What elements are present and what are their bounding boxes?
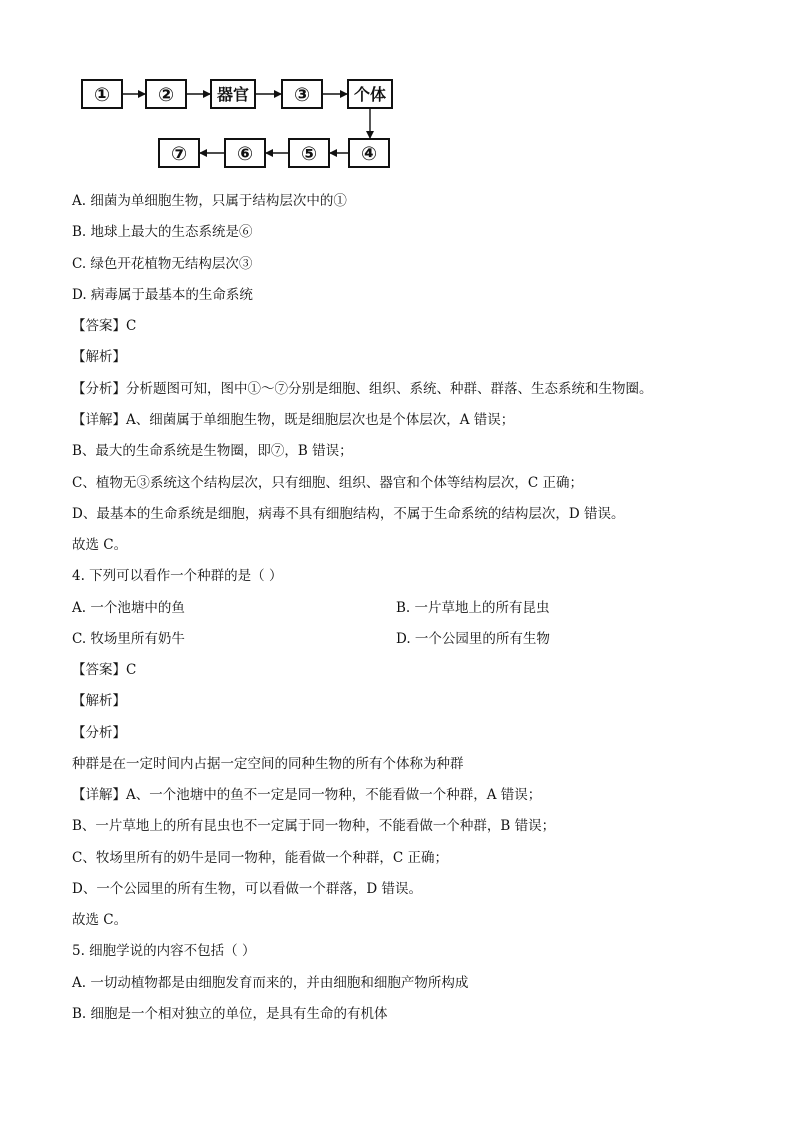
q3-detail-c: C、植物无③系统这个结构层次，只有细胞、组织、器官和个体等结构层次，C 正确；	[72, 475, 583, 491]
diagram-label: ⑦	[170, 143, 188, 165]
diagram-label: 器官	[216, 85, 250, 104]
q3-detail-b: B、最大的生命系统是生物圈，即⑦，B 错误；	[72, 443, 353, 459]
q4-analysis-label: 【分析】	[72, 725, 126, 741]
q3-option-a: A. 细菌为单细胞生物，只属于结构层次中的①	[72, 193, 347, 209]
q4-answer: 【答案】C	[72, 662, 137, 678]
diagram-label: ⑥	[236, 143, 254, 165]
diagram-label: ④	[360, 143, 378, 165]
q4-option-c: C. 牧场里所有奶牛	[72, 631, 185, 647]
q4-analysis-heading: 【解析】	[72, 693, 126, 709]
q5-option-a: A. 一切动植物都是由细胞发育而来的，并由细胞和细胞产物所构成	[72, 975, 469, 991]
q4-conclusion: 故选 C。	[72, 912, 128, 928]
q3-analysis: 【分析】分析题图可知，图中①～⑦分别是细胞、组织、系统、种群、群落、生态系统和生物圈。	[72, 381, 653, 397]
q5-stem: 5. 细胞学说的内容不包括（ ）	[72, 943, 256, 959]
diagram-label: ⑤	[300, 143, 318, 165]
q5-option-b: B. 细胞是一个相对独立的单位，是具有生命的有机体	[72, 1006, 388, 1022]
structure-level-diagram	[76, 70, 406, 176]
q4-detail-d: D、一个公园里的所有生物，可以看做一个群落，D 错误。	[72, 881, 422, 897]
diagram-label: 个体	[353, 85, 387, 104]
q3-detail-d: D、最基本的生命系统是细胞，病毒不具有细胞结构，不属于生命系统的结构层次，D 错误。	[72, 506, 625, 522]
q4-detail-c: C、牧场里所有的奶牛是同一物种，能看做一个种群，C 正确；	[72, 850, 448, 866]
q3-conclusion: 故选 C。	[72, 537, 128, 553]
q3-option-b: B. 地球上最大的生态系统是⑥	[72, 224, 253, 240]
diagram-label: ②	[157, 84, 175, 106]
q4-stem: 4. 下列可以看作一个种群的是（ ）	[72, 568, 283, 584]
q4-analysis: 种群是在一定时间内占据一定空间的同种生物的所有个体称为种群	[72, 756, 464, 772]
q3-option-d: D. 病毒属于最基本的生命系统	[72, 287, 253, 303]
q4-option-d: D. 一个公园里的所有生物	[396, 631, 550, 647]
q3-detail-a: 【详解】A、细菌属于单细胞生物，既是细胞层次也是个体层次，A 错误；	[72, 412, 515, 428]
diagram-label: ①	[93, 84, 111, 106]
q4-option-a: A. 一个池塘中的鱼	[72, 600, 185, 616]
q4-option-b: B. 一片草地上的所有昆虫	[396, 600, 550, 616]
q4-detail-b: B、一片草地上的所有昆虫也不一定属于同一物种，不能看做一个种群，B 错误；	[72, 818, 556, 834]
q4-detail-a: 【详解】A、一个池塘中的鱼不一定是同一物种，不能看做一个种群，A 错误；	[72, 787, 542, 803]
diagram-label: ③	[293, 84, 311, 106]
q3-analysis-heading: 【解析】	[72, 349, 126, 365]
q3-answer: 【答案】C	[72, 318, 137, 334]
q3-option-c: C. 绿色开花植物无结构层次③	[72, 256, 253, 272]
